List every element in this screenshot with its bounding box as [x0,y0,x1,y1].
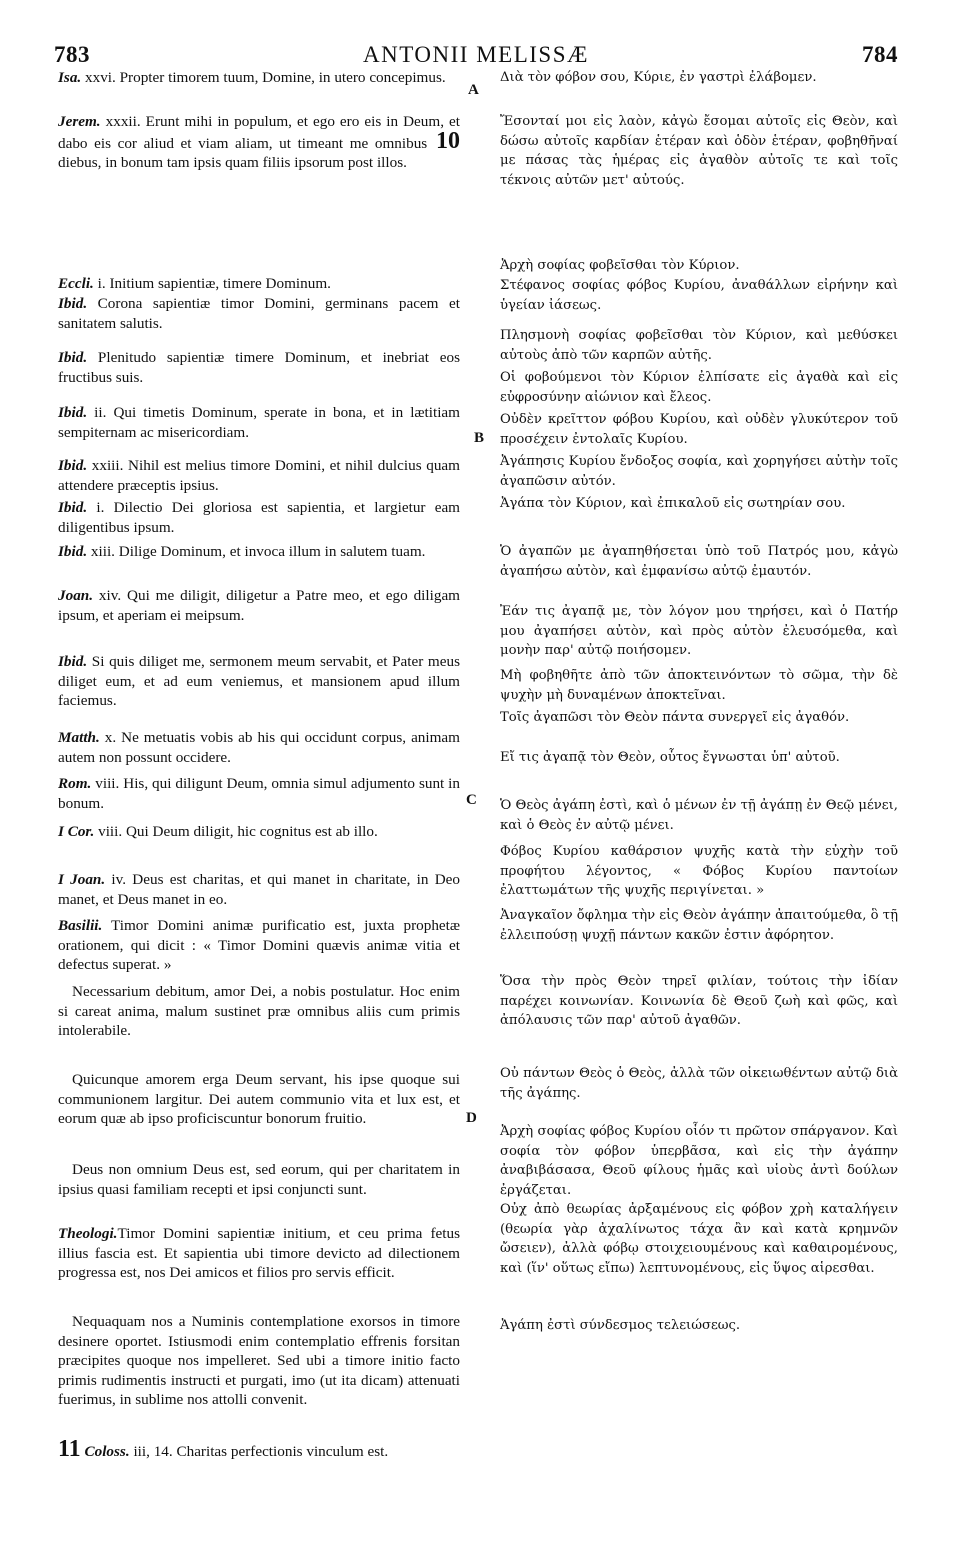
scripture-reference: I Cor. [58,823,95,840]
scripture-reference: Ibid. [58,499,88,516]
greek-entry: Οἱ φοβούμενοι τὸν Κύριον ἐλπίσατε εἰς ἀγαθὰ καὶ εἰς εὐφροσύνην αἰώνιον καὶ ἔλεος. [500,370,898,405]
scripture-reference: Ibid. [58,457,88,474]
scripture-reference: Theologi. [58,1225,118,1242]
latin-text: i. Initium sapientiæ, timere Dominum. [93,275,331,292]
latin-text: Corona sapientiæ timor Domini, germinans pacem et sanitatem salutis. [58,295,460,332]
margin-marker-b: B [474,430,485,446]
greek-entry: Ἐάν τις ἀγαπᾷ με, τὸν λόγον μου τηρήσει, καὶ ὁ Πατήρ μου ἀγαπήσει αὐτὸν, καὶ πρὸς αὐτὸν ἐλευσόμεθα, καὶ μονὴν παρ' αὐτῷ ποιήσομεν. [500,604,898,659]
greek-entry: Οὐδὲν κρεῖττον φόβου Κυρίου, καὶ οὐδὲν γλυκύτερον τοῦ προσέχειν ἐντολαῖς Κυρίου. [500,412,898,447]
greek-entry: Μὴ φοβηθῆτε ἀπὸ τῶν ἀποκτεινόντων τὸ σῶμα, τὴν δὲ ψυχὴν μὴ δυναμένων ἀποκτεῖναι. [500,668,898,703]
scripture-reference: Ibid. [58,349,88,366]
scripture-reference: Matth. [58,729,100,746]
latin-text: Necessarium debitum, amor Dei, a nobis postulatur. Hoc enim si careat anima, malum sustinet præ omnibus aliis cum primis intolerabile. [58,983,460,1040]
latin-entry [58,68,460,88]
scripture-reference: Ibid. [58,295,88,312]
greek-entry: Εἴ τις ἀγαπᾷ τὸν Θεὸν, οὗτος ἔγνωσται ὑπ' αὐτοῦ. [500,750,840,765]
page-number-right: 784 [861,42,898,67]
latin-entry [58,982,460,1041]
latin-text: ii. Qui timetis Dominum, sperate in bona, et in lætitiam sempiternam ac misericordiam. [58,404,460,441]
latin-text: x. Ne metuatis vobis ab his qui occidunt corpus, animam autem non possunt occidere. [58,729,460,766]
latin-text: iv. Deus est charitas, et qui manet in charitate, in Deo manet, et Deus manet in eo. [58,871,460,908]
greek-entry: Ἀναγκαῖον ὄφλημα τὴν εἰς Θεὸν ἀγάπην ἀπαιτούμεθα, ὃ τῇ ἐλλειπούσῃ ψυχῇ πάντων κακῶν ἐστιν ἀφόρητον. [500,908,899,943]
scripture-reference: I Joan. [58,871,106,888]
greek-entry: Φόβος Κυρίου καθάρσιον ψυχῆς κατὰ τὴν εὐχὴν τοῦ προφήτου λέγοντος, « Φόβος Κυρίου παντοίων ἐλαττωμάτων τῆς ψυχῆς περιγίνεται. » [500,844,898,899]
latin-entry [58,456,460,495]
greek-entry: Ἀρχὴ σοφίας φοβεῖσθαι τὸν Κύριον. [500,258,740,273]
latin-entry [58,403,460,442]
latin-entry [58,1070,460,1129]
latin-entry [58,652,460,711]
latin-entry [58,274,460,294]
greek-entry: Ὁ Θεὸς ἀγάπη ἐστὶ, καὶ ὁ μένων ἐν τῇ ἀγάπῃ ἐν Θεῷ μένει, καὶ ὁ Θεὸς ἐν αὐτῷ μένει. [500,798,898,833]
latin-text: Timor Domini sapientiæ initium, et ceu prima fetus illius fascia est. Et sapientia ubi timore devicto ad dilectionem progressa est, nos Dei amicos et filios pro servis efficit. [58,1225,460,1282]
column-number: 10 [427,127,461,154]
greek-entry: Τοῖς ἀγαπῶσι τὸν Θεὸν πάντα συνεργεῖ εἰς ἀγαθόν. [500,710,850,725]
latin-entry [58,348,460,387]
latin-text: xxvi. Propter timorem tuum, Domine, in utero concepimus. [81,69,446,86]
latin-entry [58,728,460,767]
latin-entry [58,112,460,173]
greek-entry: Οὐ πάντων Θεὸς ὁ Θεὸς, ἀλλὰ τῶν οἰκειωθέντων αὐτῷ διὰ τῆς ἀγάπης. [500,1066,898,1101]
scripture-reference: Jerem. [58,113,101,130]
greek-entry: Στέφανος σοφίας φόβος Κυρίου, ἀναθάλλων εἰρήνην καὶ ὑγείαν ἰάσεως. [500,278,898,313]
latin-entry [58,1436,460,1462]
latin-text: Quicunque amorem erga Deum servant, his ipse quoque sui communionem largitur. Dei autem communio vita et lux est, et eorum quæ ab ipso proficiscuntur bonorum fruitio. [58,1071,460,1128]
greek-entry: Οὐχ ἀπὸ θεωρίας ἀρξαμένους εἰς φόβον χρὴ καταλήγειν (θεωρία γὰρ ἀχαλίνωτος τάχα ἂν καὶ κατὰ κρημνῶν ὤσειεν), ἀλλὰ φόβῳ στοιχειουμένους καὶ καθαιρομένους, καὶ (ἵν' οὕτως εἴπω) λεπτυνομένους, εἰς ὕψος αἱρεσθαι. [500,1202,898,1276]
latin-entry [58,294,460,333]
scripture-reference: Rom. [58,775,92,792]
latin-entry [58,1312,460,1410]
margin-marker-a: A [468,82,479,98]
latin-text: viii. Qui Deum diligit, hic cognitus est ab illo. [94,823,378,840]
latin-entry [58,586,460,625]
margin-marker-d: D [466,1110,477,1126]
latin-text: Nequaquam nos a Numinis contemplatione exorsos in timore desinere oportet. Istiusmodi enim contemplatio effrenis forsitan præcipites quoque nos impelleret. Sed ubi a timore initio facto primis rudimentis instructi et purgati, imo (ut ita dicam) attenuati fuerimus, in sublime nos attolli convenit. [58,1313,460,1409]
latin-entry [58,870,460,909]
latin-text: xxxii. Erunt mihi in populum, et ego ero eis in Deum, et dabo eis cor aliud et viam aliam, ut timeant me omnibus [58,113,460,152]
greek-entry: Διὰ τὸν φόβον σου, Κύριε, ἐν γαστρὶ ἐλάβομεν. [500,70,817,85]
latin-text: viii. His, qui diligunt Deum, omnia simul adjumento sunt in bonum. [58,775,460,812]
scripture-reference: Coloss. [84,1443,130,1460]
latin-text: Deus non omnium Deus est, sed eorum, qui per charitatem in ipsius quasi familiam recepti et ipsi conjuncti sunt. [58,1161,460,1198]
latin-text: i. Dilectio Dei gloriosa est sapientia, et largietur eam diligentibus ipsum. [58,499,460,536]
page-header [54,40,898,70]
scripture-reference: Joan. [58,587,94,604]
running-title: ANTONII MELISSÆ [363,42,589,67]
latin-text: Si quis diliget me, sermonem meum servabit, et Pater meus diliget eum, et ad eum veniemus, et mansionem apud illum faciemus. [58,653,460,710]
scripture-reference: Eccli. [58,275,94,292]
latin-text: iii, 14. Charitas perfectionis vinculum est. [129,1443,389,1460]
latin-text: Timor Domini animæ purificatio est, juxta prophetæ orationem, qui dicit : « Timor Domini quævis animæ vitia et defectus superat. » [58,917,460,974]
latin-entry [58,498,460,537]
page-number-left: 783 [54,42,90,67]
greek-entry: Ὅσα τὴν πρὸς Θεὸν τηρεῖ φιλίαν, τούτοις τὴν ἰδίαν παρέχει κοινωνίαν. Κοινωνία δὲ Θεοῦ ζωὴ καὶ φῶς, καὶ ἀπόλαυσις τῶν παρ' αὐτοῦ ἀγαθῶν. [500,974,898,1029]
latin-text: xxiii. Nihil est melius timore Domini, et nihil dulcius quam attendere præceptis ipsius. [58,457,460,494]
latin-entry [58,542,460,562]
latin-entry [58,774,460,813]
scripture-reference: Ibid. [58,653,88,670]
latin-text: xiii. Dilige Dominum, et invoca illum in salutem tuam. [87,543,426,560]
latin-entry [58,916,460,975]
greek-entry: Πλησμονὴ σοφίας φοβεῖσθαι τὸν Κύριον, καὶ μεθύσκει αὐτοὺς ἀπὸ τῶν καρπῶν αὐτῆς. [500,328,898,363]
greek-entry: Ἀγάπησις Κυρίου ἔνδοξος σοφία, καὶ χορηγήσει αὐτὴν τοῖς ἀγαπῶσιν αὐτόν. [500,454,898,489]
scripture-reference: Basilii. [58,917,103,934]
greek-entry: Ἀγάπη ἐστὶ σύνδεσμος τελειώσεως. [500,1318,741,1333]
margin-marker-c: C [466,792,477,808]
latin-text: xiv. Qui me diligit, diligetur a Patre meo, et ego diligam ipsum, et aperiam ei meipsum. [58,587,460,624]
greek-entry: Ἀρχὴ σοφίας φόβος Κυρίου οἷόν τι πρῶτον σπάργανον. Καὶ σοφία τὸν φόβον ὑπερβᾶσα, καὶ εἰς τὴν ἀγάπην ἀναβιβάσασα, Θεοῦ φίλους ἡμᾶς καὶ υἱοὺς ἀντὶ δούλων ἐργάζεται. [500,1124,898,1198]
latin-text: diebus, in bonum tam ipsis quam filiis ipsorum post illos. [58,154,407,172]
scripture-reference: Ibid. [58,404,88,421]
latin-entry [58,822,460,842]
column-number: 11 [58,1436,81,1462]
latin-entry [58,1160,460,1199]
scripture-reference: Isa. [58,69,82,86]
greek-entry: Ἀγάπα τὸν Κύριον, καὶ ἐπικαλοῦ εἰς σωτηρίαν σου. [500,496,846,511]
latin-text: Plenitudo sapientiæ timere Dominum, et inebriat eos fructibus suis. [58,349,460,386]
scripture-reference: Ibid. [58,543,88,560]
greek-entry: Ἔσονταί μοι εἰς λαὸν, κἀγὼ ἔσομαι αὐτοῖς εἰς Θεὸν, καὶ δώσω αὐτοῖς καρδίαν ἑτέραν καὶ ὁδὸν ἑτέραν, φοβηθῆναί με πάσας τὰς ἡμέρας εἰς ἀγαθὸν αὐτοῖς τε καὶ τοῖς τέκνοις αὐτῶν μετ' αὐτούς. [500,114,898,188]
latin-entry [58,1224,460,1283]
greek-entry: Ὁ ἀγαπῶν με ἀγαπηθήσεται ὑπὸ τοῦ Πατρός μου, κἀγὼ ἀγαπήσω αὐτὸν, καὶ ἐμφανίσω αὐτῷ ἐμαυτόν. [500,544,898,579]
